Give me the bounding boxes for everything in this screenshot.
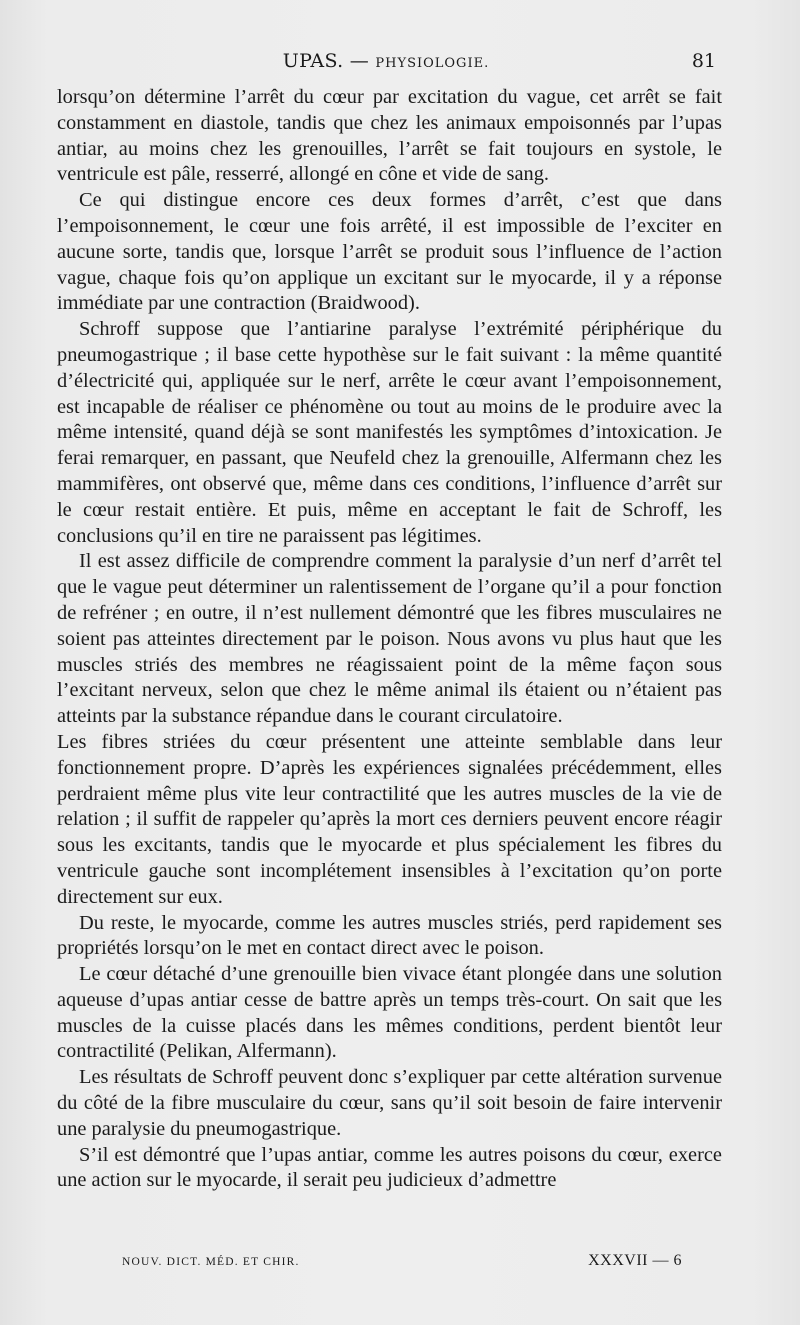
paragraph: Du reste, le myocarde, comme les autres muscles striés, perd rapidement ses propriétés lorsqu’on le met en contact direct avec le poison.: [57, 911, 722, 960]
paragraph: Les résultats de Schroff peuvent donc s’expliquer par cette altération survenue du côté de la fibre musculaire du cœur, sans qu’il soit besoin de faire intervenir une paralysie du pneumogastrique.: [57, 1066, 722, 1140]
volume-signature: XXXVII — 6: [588, 1252, 682, 1269]
paragraph: Schroff suppose que l’antiarine paralyse l’extrémité périphérique du pneumogastrique ; il base cette hypothèse sur le fait suivant : la même quantité d’électricité qui, appliquée sur le nerf, arrête le cœur avant l’empoisonnement, est incapable de réaliser ce phénomène ou tout au moins de le produire avec la même intensité, quand déjà se sont manifestés les symptômes d’intoxication. Je ferai remarquer, en passant, que Neufeld chez la grenouille, Alfermann chez les mammifères, ont observé que, même dans ces conditions, l’influence d’arrêt sur le cœur restait entière. Et puis, même en acceptant le fait de Schroff, les conclusions qu’il en tire ne paraissent pas légitimes.: [57, 318, 722, 547]
paragraph: Les fibres striées du cœur présentent une atteinte semblable dans leur fonctionnement propre. D’après les expériences signalées précédemment, elles perdraient même plus vite leur contractilité que les autres muscles de la vie de relation ; il suffit de rappeler qu’après la mort ces derniers peuvent encore réagir sous les excitants, tandis que le myocarde et plus spécialement les fibres du ventricule gauche sont incomplétement insensibles à l’excitation qu’on porte directement sur eux.: [57, 730, 722, 908]
paragraph: S’il est démontré que l’upas antiar, comme les autres poisons du cœur, exerce une action sur le myocarde, il serait peu judicieux d’admettre: [57, 1143, 722, 1192]
paragraph-continued: lorsqu’on détermine l’arrêt du cœur par excitation du vague, cet arrêt se fait constamment en diastole, tandis que chez les animaux empoisonnés par l’upas antiar, au moins chez les grenouilles, l’arrêt se fait toujours en systole, le ventricule est pâle, resserré, allongé en cône et vide de sang.: [57, 86, 722, 186]
running-title-separator: —: [343, 50, 376, 72]
page-number: 81: [691, 50, 716, 72]
body-text: [57, 85, 722, 1194]
running-title: [56, 50, 716, 72]
running-title-section: PHYSIOLOGIE.: [375, 56, 490, 71]
page-header: [56, 50, 716, 80]
paragraph: Il est assez difficile de comprendre comment la paralysie d’un nerf d’arrêt tel que le vague peut déterminer un ralentissement de l’organe qu’il a pour fonction de refréner ; en outre, il n’est nullement démontré que les fibres musculaires ne soient pas atteintes directement par le poison. Nous avons vu plus haut que les muscles striés des membres ne réagissaient point de la même façon sous l’excitant nerveux, selon que chez le même animal ils étaient ou n’étaient pas atteints par la substance répandue dans le courant circulatoire.: [57, 550, 722, 728]
paragraph: Le cœur détaché d’une grenouille bien vivace étant plongée dans une solution aqueuse d’upas antiar cesse de battre après un temps très-court. On sait que les muscles de la cuisse placés dans les mêmes conditions, perdent bientôt leur contractilité (Pelikan, Alfermann).: [57, 963, 722, 1063]
page-footer: [122, 1252, 682, 1276]
running-title-main: UPAS.: [282, 50, 344, 72]
paragraph: Ce qui distingue encore ces deux formes d’arrêt, c’est que dans l’empoisonnement, le cœur une fois arrêté, il est impossible de l’exciter en aucune sorte, tandis que, lorsque l’arrêt se produit sous l’influence de l’action vague, chaque fois qu’on applique un excitant sur le myocarde, il y a réponse immédiate par une contraction (Braidwood).: [57, 189, 722, 315]
signature-mark: NOUV. DICT. MÉD. ET CHIR.: [122, 1256, 300, 1268]
